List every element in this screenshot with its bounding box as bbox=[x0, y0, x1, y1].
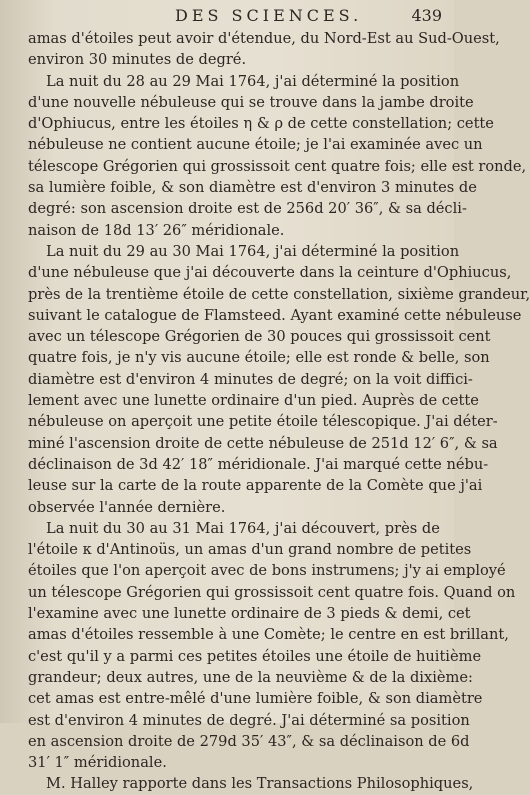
text-line: suivant le catalogue de Flamsteed. Ayant examiné cette nébuleuse bbox=[28, 306, 522, 324]
text-line: naison de 18d 13′ 26″ méridionale. bbox=[28, 221, 285, 239]
text-line: environ 30 minutes de degré. bbox=[28, 51, 247, 69]
text-line: grandeur; deux autres, une de la neuvième & de la dixième: bbox=[28, 668, 473, 686]
text-line: lement avec une lunette ordinaire d'un pied. Auprès de cette bbox=[28, 392, 479, 410]
page-body bbox=[28, 28, 530, 795]
text-line: est d'environ 4 minutes de degré. J'ai déterminé sa position bbox=[28, 711, 470, 729]
text-line: amas d'étoiles peut avoir d'étendue, du Nord-Est au Sud-Ouest, bbox=[28, 30, 500, 47]
text-line: un télescope Grégorien qui grossissoit cent quatre fois. Quand on bbox=[28, 583, 516, 601]
text-line: l'examine avec une lunette ordinaire de 3 pieds & demi, cet bbox=[28, 605, 471, 623]
text-line: cet amas est entre-mêlé d'une lumière foible, & son diamètre bbox=[28, 690, 483, 708]
paragraph bbox=[28, 71, 527, 241]
text-line: diamètre est d'environ 4 minutes de degré; on la voit diffici- bbox=[28, 370, 473, 388]
text-line: télescope Grégorien qui grossissoit cent quatre fois; elle est ronde, bbox=[28, 157, 527, 175]
paragraph bbox=[28, 28, 500, 71]
text-line: miné l'ascension droite de cette nébuleuse de 251d 12′ 6″, & sa bbox=[28, 434, 498, 452]
paragraph bbox=[28, 241, 530, 518]
page-header bbox=[0, 6, 454, 26]
text-line: degré: son ascension droite est de 256d 20′ 36″, & sa décli- bbox=[28, 200, 467, 218]
text-line: quatre fois, je n'y vis aucune étoile; elle est ronde & belle, son bbox=[28, 349, 490, 367]
text-line: d'une nouvelle nébuleuse qui se trouve dans la jambe droite bbox=[28, 93, 474, 111]
text-line: M. Halley rapporte dans les Transactions Philosophiques, bbox=[46, 775, 474, 793]
text-line: sa lumière foible, & son diamètre est d'environ 3 minutes de bbox=[28, 179, 477, 197]
text-line: leuse sur la carte de la route apparente de la Comète que j'ai bbox=[28, 477, 483, 495]
text-line: observée l'année dernière. bbox=[28, 498, 226, 516]
text-line: amas d'étoiles ressemble à une Comète; le centre en est brillant, bbox=[28, 626, 509, 644]
text-line: La nuit du 28 au 29 Mai 1764, j'ai déterminé la position bbox=[46, 72, 460, 90]
text-line: en ascension droite de 279d 35′ 43″, & sa déclinaison de 6d bbox=[28, 732, 470, 750]
text-line: d'Ophiucus, entre les étoiles η & ρ de cette constellation; cette bbox=[28, 115, 494, 133]
paragraph bbox=[28, 773, 474, 794]
text-line: 31′ 1″ méridionale. bbox=[28, 754, 167, 772]
page-number: 439 bbox=[411, 6, 442, 25]
text-line: nébuleuse on aperçoit une petite étoile télescopique. J'ai déter- bbox=[28, 413, 498, 431]
text-line: La nuit du 29 au 30 Mai 1764, j'ai déterminé la position bbox=[46, 242, 460, 260]
text-line: étoiles que l'on aperçoit avec de bons instrumens; j'y ai employé bbox=[28, 562, 506, 580]
text-line: La nuit du 30 au 31 Mai 1764, j'ai découvert, près de bbox=[46, 519, 440, 537]
text-line: c'est qu'il y a parmi ces petites étoiles une étoile de huitième bbox=[28, 647, 482, 665]
running-head: DES SCIENCES. bbox=[175, 6, 363, 25]
paragraph bbox=[28, 518, 516, 774]
text-line: avec un télescope Grégorien de 30 pouces qui grossissoit cent bbox=[28, 328, 491, 346]
text-line: d'une nébuleuse que j'ai découverte dans la ceinture d'Ophiucus, bbox=[28, 264, 512, 282]
text-line: déclinaison de 3d 42′ 18″ méridionale. J'ai marqué cette nébu- bbox=[28, 455, 489, 473]
text-line: l'étoile κ d'Antinoüs, un amas d'un grand nombre de petites bbox=[28, 541, 472, 559]
text-line: près de la trentième étoile de cette constellation, sixième grandeur, bbox=[28, 285, 530, 303]
text-line: nébuleuse ne contient aucune étoile; je l'ai examinée avec un bbox=[28, 136, 483, 154]
